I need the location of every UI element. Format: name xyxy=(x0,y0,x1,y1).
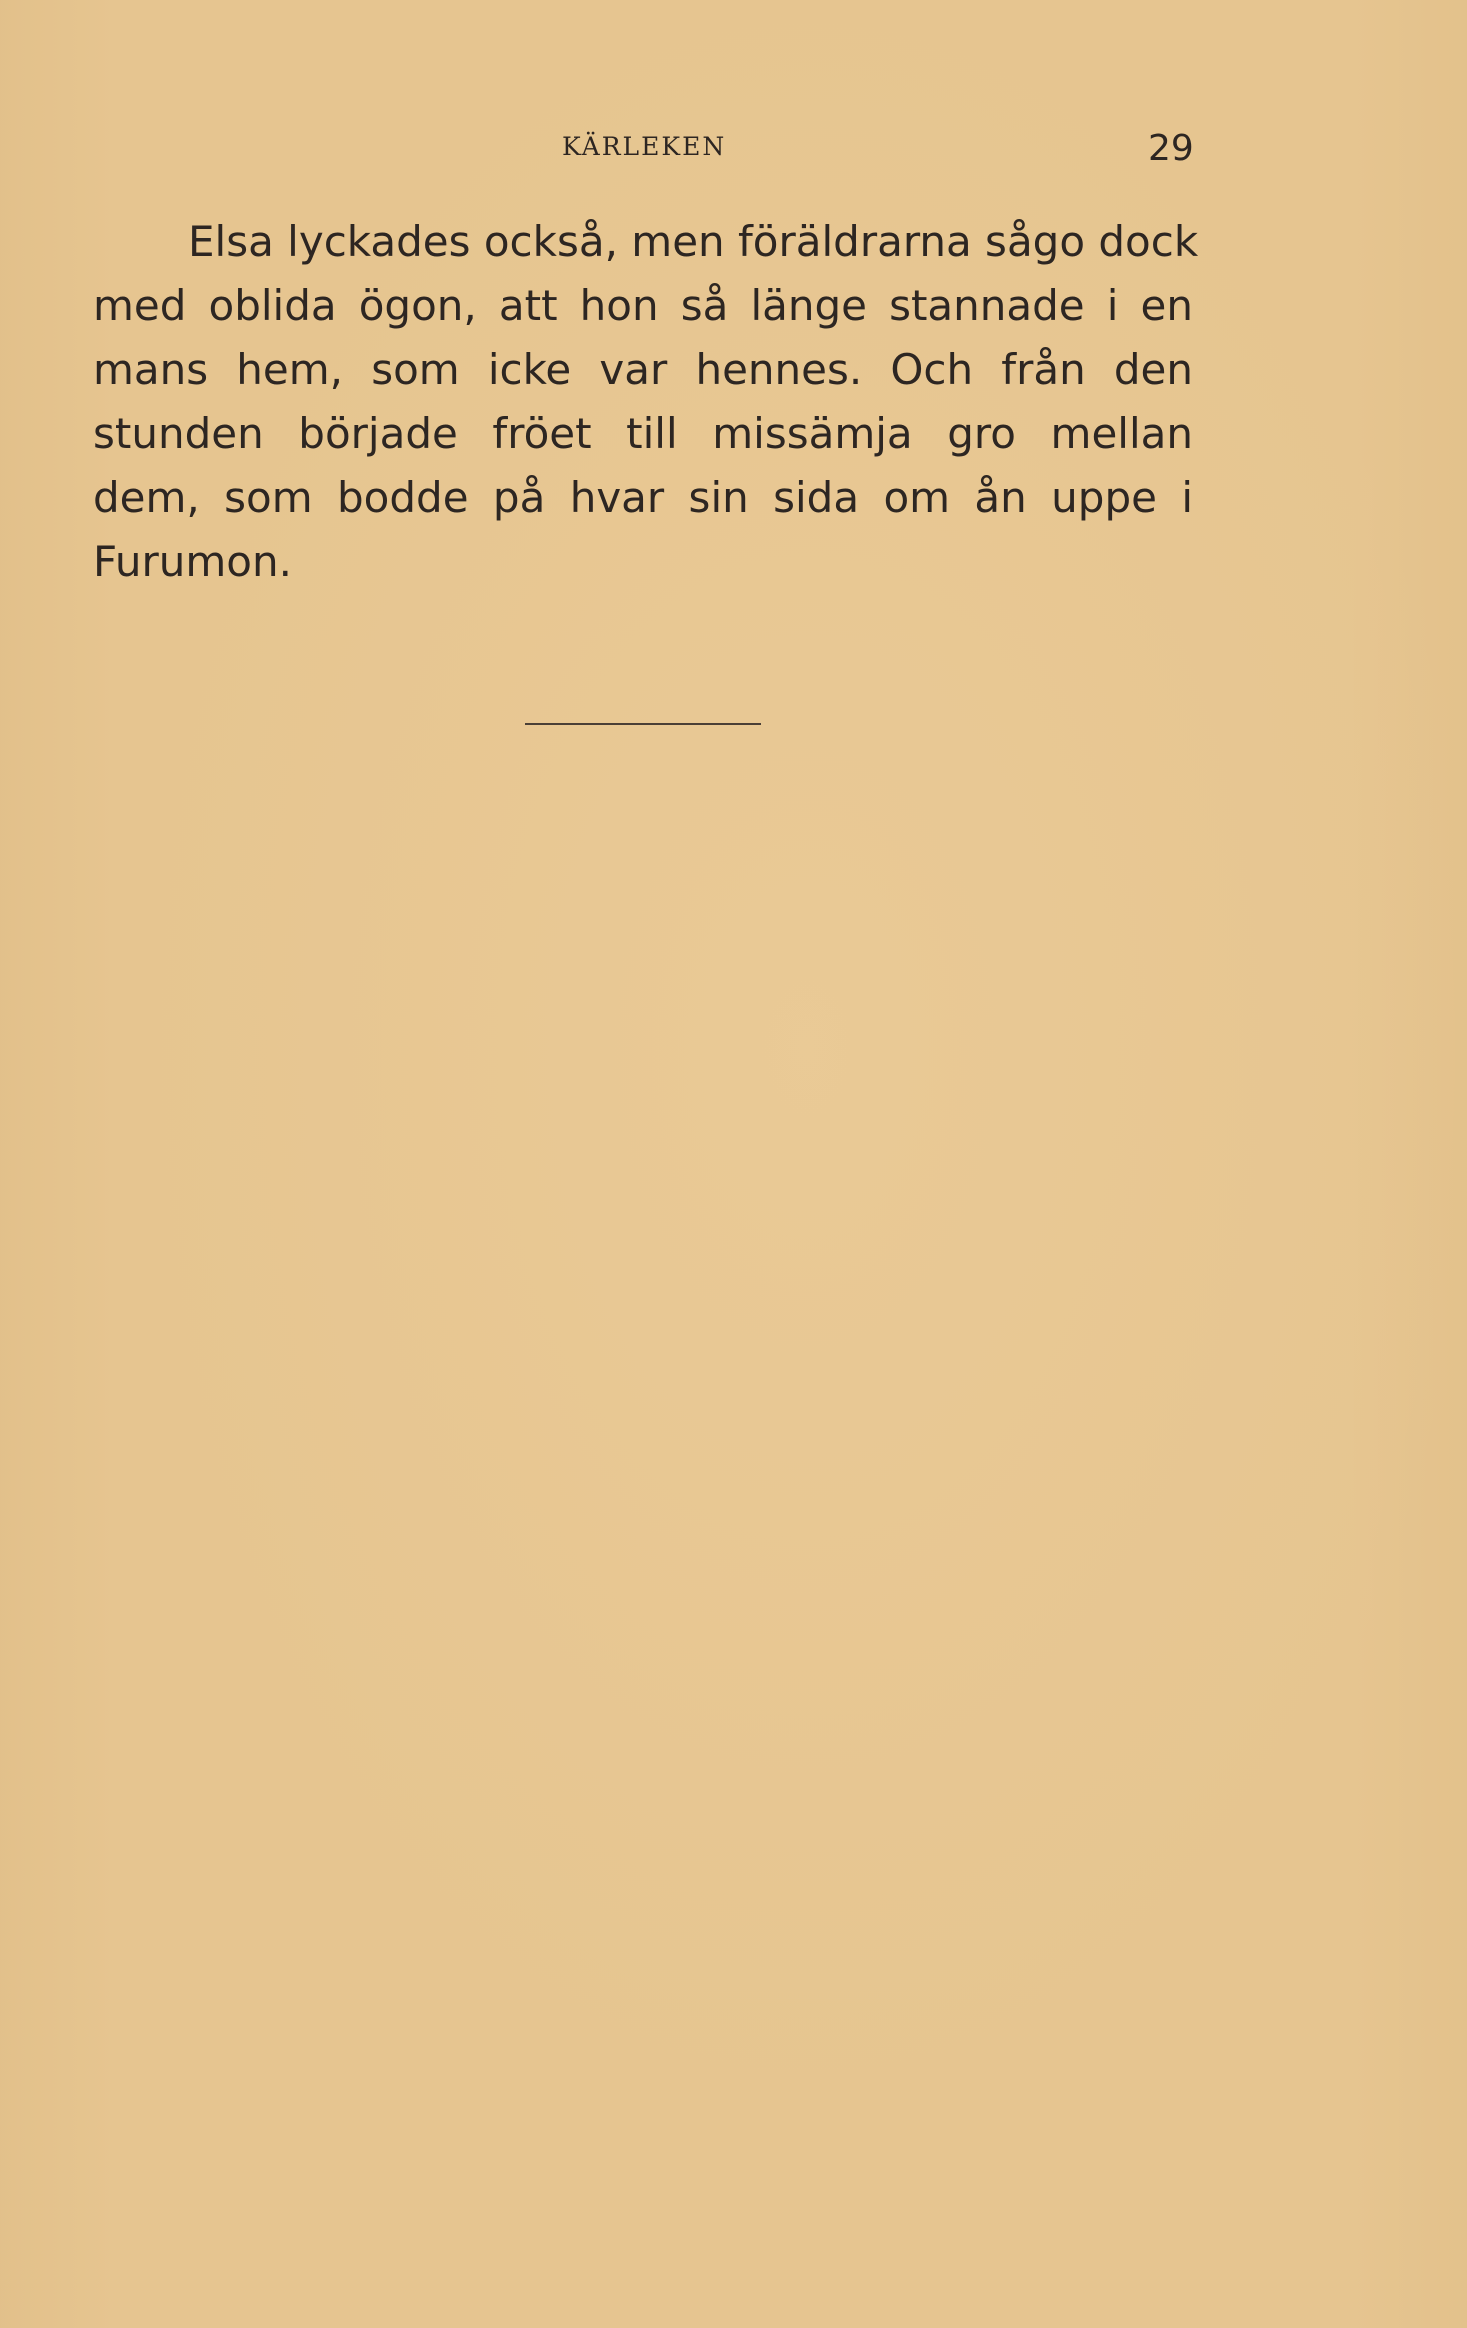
page-number: 29 xyxy=(1148,128,1194,169)
section-divider-rule xyxy=(525,723,761,725)
body-paragraph xyxy=(93,210,1199,594)
text-line: med oblida ögon, att hon så länge stannade i en xyxy=(93,281,1193,330)
running-head xyxy=(0,128,1467,168)
text-line: stunden började fröet till missämja gro mellan xyxy=(93,409,1193,458)
running-title: KÄRLEKEN xyxy=(562,132,727,161)
text-line: Furumon. xyxy=(93,537,292,586)
text-line: mans hem, som icke var hennes. Och från den xyxy=(93,345,1193,394)
text-line: Elsa lyckades också, men föräldrarna sågo dock xyxy=(188,217,1199,266)
text-line: dem, som bodde på hvar sin sida om ån uppe i xyxy=(93,473,1193,522)
